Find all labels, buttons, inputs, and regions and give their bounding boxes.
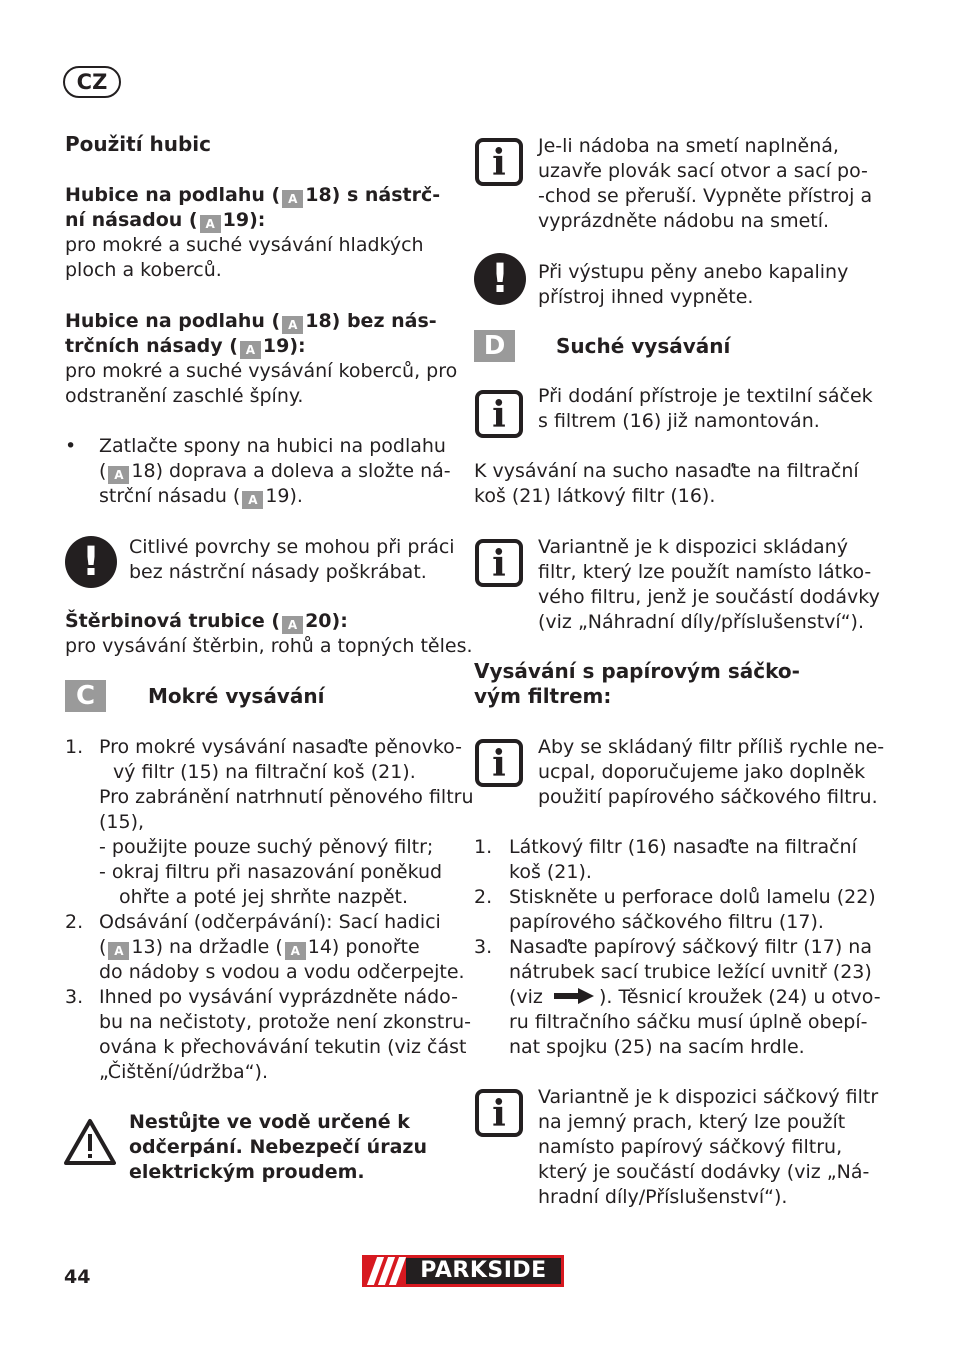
section-letter-badge: C [65,680,106,712]
list-item: Látkový filtr (16) nasaďte na filtrační koš (21). [509,836,857,883]
paragraph: pro mokré a suché vysávání koberců, pro odstranění zaschlé špíny. [65,360,458,407]
figure-ref-badge: A [285,942,306,960]
list-number: 2. [65,911,84,933]
parkside-logo [362,1255,564,1287]
bullet-item: Zatlačte spony na hubici na podlahu ( A 18) doprava a doleva a složte ná- strční násadu ( A 19). [99,435,451,507]
section-letter-badge: D [474,330,515,362]
section-title-wet-vacuuming: Mokré vysávání [148,684,325,708]
warning-exclamation-icon: ! [474,253,526,305]
list-item: Odsávání (odčerpávání): Sací hadici ( A 13) na držadle ( A 14) ponořte do nádoby s vodou a vodu odčerpejte. [99,911,465,983]
figure-ref-badge: A [108,942,129,960]
heading-paper-bag-filter: Vysávání s papírovým sáčko- vým filtrem: [474,659,800,708]
paragraph: pro mokré a suché vysávání hladkých ploch a koberců. [65,234,424,281]
info-icon: i [475,739,523,787]
heading-crevice-tool: Štěrbinová trubice ( A 20): [65,610,348,632]
figure-ref-badge: A [282,616,303,634]
figure-ref-badge: A [282,316,303,334]
paragraph: pro vysávání štěrbin, rohů a topných těles. [65,635,473,657]
list-number: 1. [474,836,493,858]
list-number: 3. [65,986,84,1008]
warning-exclamation-icon: ! [65,536,117,588]
info-icon: i [475,539,523,587]
list-item: Stiskněte u perforace dolů lamelu (22) papírového sáčkového filtru (17). [509,886,876,933]
list-item: Nasaďte papírový sáčkový filtr (17) na nátrubek sací trubice ležící uvnitř (23) (viz ). Těsnicí kroužek (24) u otvo- ru filtračního sáčku musí úplně obepí- nat spojku (25) na sacím hrdle. [509,936,881,1058]
info-icon: i [475,1089,523,1137]
list-number: 3. [474,936,493,958]
list-number: 1. [65,736,84,758]
info-note: Variantně je k dispozici skládaný filtr, který lze použít namísto látko- vého filtru, jenž je součástí dodávky (viz „Náhradní díly/příslušenství“). [538,536,880,633]
figure-ref-badge: A [200,215,221,233]
heading-floor-nozzle-with-adapter: Hubice na podlahu ( A 18) s nástrč- ní násadou ( A 19): [65,184,441,231]
section-title-nozzles: Použití hubic [65,132,212,156]
info-icon: i [475,390,523,438]
figure-ref-badge: A [240,341,261,359]
page-number: 44 [64,1266,91,1288]
list-item: Ihned po vysávání vyprázdněte nádo- bu na nečistoty, protože není zkonstru- ována k přechovávání tekutin (viz část „Čištění/údržba“). [99,986,472,1083]
info-note: Variantně je k dispozici sáčkový filtr na jemný prach, který lze použít namísto papírový sáčkový filtru, který je součástí dodávky (viz „Ná- hradní díly/Příslušenství“). [538,1086,879,1208]
warning-note: Citlivé povrchy se mohou při práci bez nástrční násady poškrábat. [129,536,455,583]
info-note: Aby se skládaný filtr příliš rychle ne- ucpal, doporučujeme jako doplněk použití papírového sáčkového filtru. [538,736,885,808]
figure-ref-badge: A [282,190,303,208]
warning-triangle-icon [64,1118,116,1166]
danger-note: Nestůjte ve vodě určené k odčerpání. Nebezpečí úrazu elektrickým proudem. [129,1111,427,1183]
info-note: Při dodání přístroje je textilní sáček s filtrem (16) již namontován. [538,385,873,432]
info-note: Je-li nádoba na smetí naplněná, uzavře plovák sací otvor a sací po- -chod se přeruší. Vypněte přístroj a vyprázdněte nádobu na smetí. [538,135,873,232]
list-number: 2. [474,886,493,908]
warning-note: Při výstupu pěny anebo kapaliny přístroj ihned vypněte. [538,261,849,308]
list-item: Pro mokré vysávání nasaďte pěnovko- vý filtr (15) na filtrační koš (21). Pro zabránění natrhnutí pěnového filtru (15), - použijte pouze suchý pěnový filtr; - okraj filtru při nasazování poněkud ohřte a poté jej shrňte nazpět. [99,736,474,908]
info-icon: i [475,138,523,186]
heading-floor-nozzle-without-adapter: Hubice na podlahu ( A 18) bez nás- trčních násady ( A 19): [65,310,437,357]
section-title-dry-vacuuming: Suché vysávání [556,334,731,358]
logo-text: PARKSIDE [406,1258,561,1284]
arrow-right-icon [552,988,596,1004]
figure-ref-badge: A [108,466,129,484]
figure-ref-badge: A [242,491,263,509]
language-badge: CZ [63,66,121,98]
paragraph: K vysávání na sucho nasaďte na filtrační koš (21) látkový filtr (16). [474,460,859,507]
bullet-icon: • [65,435,77,457]
